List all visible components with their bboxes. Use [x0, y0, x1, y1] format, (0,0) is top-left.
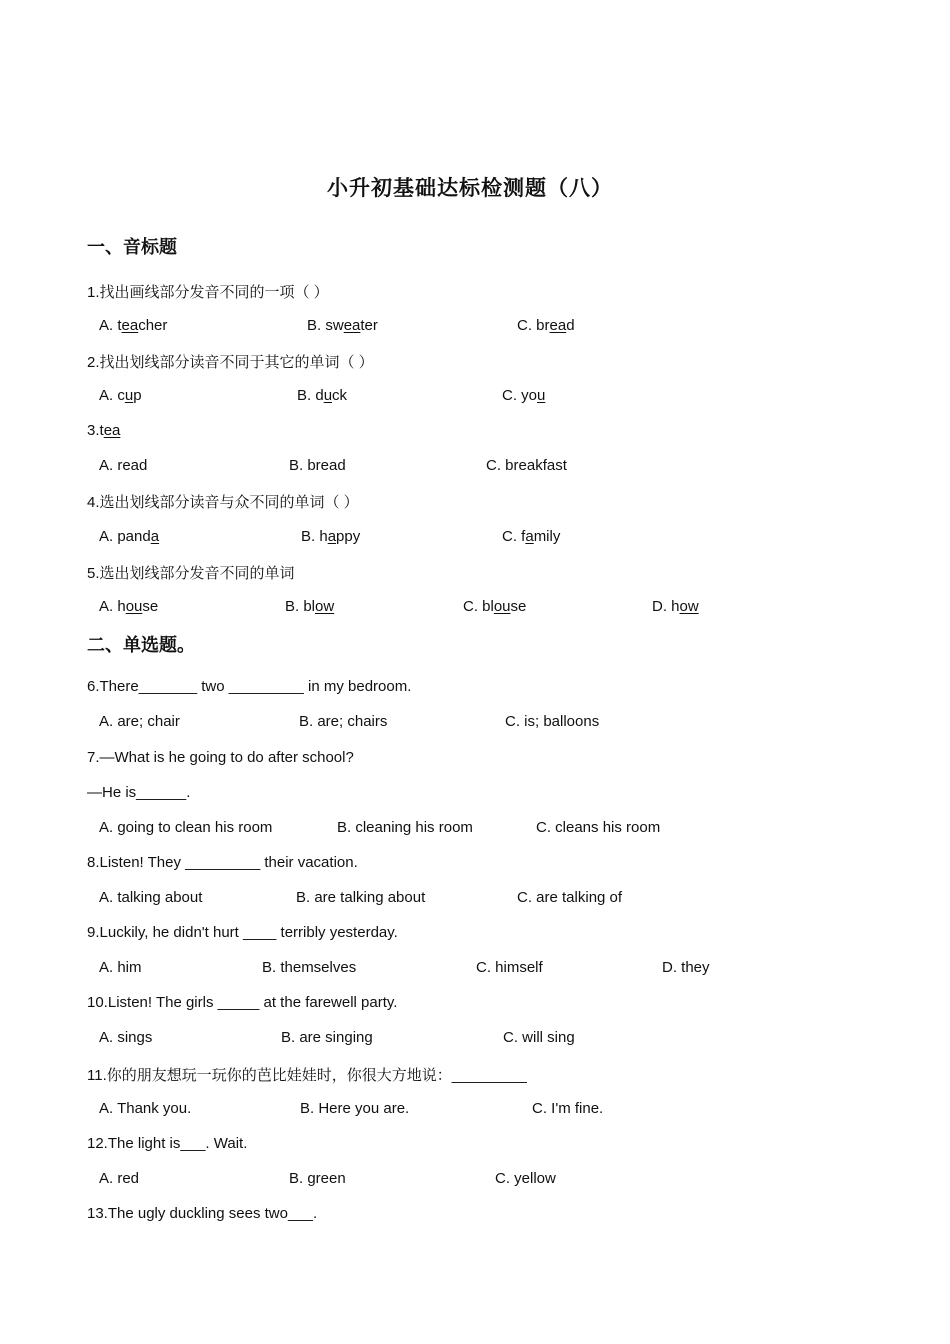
question-1-stem: 1.找出画线部分发音不同的一项（ ） [87, 284, 329, 301]
page-title: 小升初基础达标检测题（八） [327, 177, 613, 200]
question-12-stem: 12.The light is___. Wait. [87, 1135, 248, 1152]
question-11-option-b: B. Here you are. [300, 1100, 410, 1117]
section-heading-phonetics: 一、音标题 [87, 237, 177, 257]
question-5-option-b: B. blow [285, 598, 335, 615]
question-4-option-c: C. family [502, 528, 561, 545]
question-10-option-a: A. sings [99, 1029, 153, 1046]
question-3-option-c: C. breakfast [486, 457, 567, 474]
question-8-option-a: A. talking about [99, 889, 203, 906]
question-6-option-a: A. are; chair [99, 713, 180, 730]
question-10-stem: 10.Listen! The girls _____ at the farewell party. [87, 994, 398, 1011]
question-2-stem: 2.找出划线部分读音不同于其它的单词（ ） [87, 354, 374, 371]
question-9-stem: 9.Luckily, he didn't hurt ____ terribly yesterday. [87, 924, 398, 941]
question-3-stem: 3.tea [87, 422, 121, 439]
question-12-option-a: A. red [99, 1170, 140, 1187]
question-12-option-c: C. yellow [495, 1170, 556, 1187]
question-2-option-a: A. cup [99, 387, 142, 404]
question-11-stem: 11.你的朋友想玩一玩你的芭比娃娃时，你很大方地说：_________ [87, 1067, 527, 1084]
question-6-stem: 6.There_______ two _________ in my bedroom. [87, 678, 412, 695]
question-9-option-b: B. themselves [262, 959, 357, 976]
question-5-stem: 5.选出划线部分发音不同的单词 [87, 565, 295, 582]
question-9-option-c: C. himself [476, 959, 543, 976]
question-12-option-b: B. green [289, 1170, 346, 1187]
question-1-option-c: C. bread [517, 317, 575, 334]
question-13-stem: 13.The ugly duckling sees two___. [87, 1205, 318, 1222]
question-4-stem: 4.选出划线部分读音与众不同的单词（ ） [87, 494, 359, 511]
question-11-option-a: A. Thank you. [99, 1100, 192, 1117]
question-10-option-b: B. are singing [281, 1029, 373, 1046]
question-4-option-a: A. panda [99, 528, 160, 545]
question-2-option-c: C. you [502, 387, 546, 404]
section-heading-single-choice: 二、单选题。 [87, 635, 195, 655]
question-10-option-c: C. will sing [503, 1029, 575, 1046]
question-7-option-c: C. cleans his room [536, 819, 661, 836]
question-5-option-a: A. house [99, 598, 159, 615]
question-8-option-c: C. are talking of [517, 889, 623, 906]
question-9-option-d: D. they [662, 959, 710, 976]
question-8-stem: 8.Listen! They _________ their vacation. [87, 854, 358, 871]
question-6-option-b: B. are; chairs [299, 713, 388, 730]
question-1-option-b: B. sweater [307, 317, 378, 334]
question-8-option-b: B. are talking about [296, 889, 426, 906]
question-7-stem: 7.—What is he going to do after school? [87, 749, 354, 766]
question-5-option-d: D. how [652, 598, 699, 615]
question-1-option-a: A. teacher [99, 317, 168, 334]
question-9-option-a: A. him [99, 959, 142, 976]
question-5-option-c: C. blouse [463, 598, 527, 615]
question-11-option-c: C. I'm fine. [532, 1100, 604, 1117]
question-7-option-b: B. cleaning his room [337, 819, 473, 836]
question-3-option-a: A. read [99, 457, 148, 474]
question-4-option-b: B. happy [301, 528, 361, 545]
question-3-option-b: B. bread [289, 457, 346, 474]
question-6-option-c: C. is; balloons [505, 713, 600, 730]
question-2-option-b: B. duck [297, 387, 348, 404]
question-7-option-a: A. going to clean his room [99, 819, 273, 836]
question-7-stem-line-2: —He is______. [87, 784, 191, 801]
